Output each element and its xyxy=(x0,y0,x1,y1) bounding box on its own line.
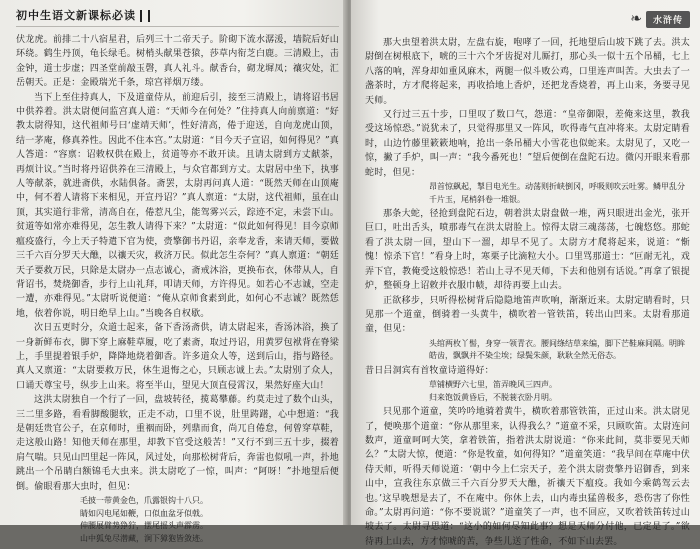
left-body-text xyxy=(16,33,339,545)
paragraph: 只见那个道童，笑吟吟地骑着黄牛，横吹着那管铁笛，正过山来。洪太尉见了，便唤那个道童：“你从那里来，认得我么？”道童不采，只顾吹笛。太尉连问数声，道童呵呵大笑，拿着铁笛，指着洪太尉说道：“你来此间，莫非要见天师么？”太尉大惊，便道：“你是牧童，如何得知？”道童笑道：“我早间在草庵中伏侍天师，听得天师说道：‘朝中今上仁宗天子，差个洪太尉赍擎丹诏御香，到来山中，宣我往东京做三千六百分罗天大醮，祈禳天下瘟疫。我如今乘鹤驾云去也。’这早晚想是去了，不在庵中。你休上去，山内毒虫猛兽极多，恐伤害了你性命。”太尉再问道：“你不要说谎？”道童笑了一声，也不回应，又吹着铁笛转过山坡去了。太尉寻思道：“这小的如何尽知此事？想是天师分付他，已定是了。”欲待再上山去，方才惊唬的苦，争些儿送了性命，不如下山去罢。 xyxy=(365,407,690,547)
poem-line: 昂首惊飙起，掣目电光生。动荡则折峡倒冈，呼吸则吹云吐雾。鳞甲乱分千片玉，尾梢斜卷一堆银。 xyxy=(429,182,685,204)
tiger-poem xyxy=(80,495,339,545)
running-head-text: 初中生语文新课标必读 xyxy=(16,9,136,22)
poem-line: 睛如闪电尾如鞭，口似血盆牙似戟。 xyxy=(80,508,208,518)
poem-line: 归来饱饭黄昏后，不脱蓑衣卧月明。 xyxy=(429,392,557,402)
left-page xyxy=(0,0,347,543)
poem-line: 毛披一带黄金色，爪露银钩十八只。 xyxy=(80,496,208,505)
herdboy-verse xyxy=(429,338,690,363)
herdboy-poem xyxy=(429,379,690,404)
poem-line: 伸腰展臂势狰狞，摆尾摇头声霹雳。 xyxy=(80,521,208,530)
paragraph: 昔日吕洞宾有首牧童诗道得好： xyxy=(365,365,494,376)
poem-line: 山中狐兔尽潜藏，涧下獐狍皆敛迹。 xyxy=(80,533,208,543)
book-title-badge: 水浒传 xyxy=(646,11,690,28)
chapter-badge-row xyxy=(365,6,690,32)
paragraph: 当下上至住持真人，下及道童侍从，前迎后引，接至三清殿上，请将诏书居中供养着。洪太尉便问监宫真人道：“天师今在何处？”住持真人向前禀道：“好教太尉得知，这代祖师号曰‘虚靖天师’，性好清高，倦于迎送，自向龙虎山顶，结一茅庵，修真养性。因此不住本宫。”太尉道：“目今天子宣诏，如何得见？”真人答道：“容禀：诏敕权供在殿上，贫道等亦不敢开读。且请太尉到方丈献茶，再烦计议。”当时将丹诏供养在三清殿上，与众官都到方丈。太尉居中坐下，执事人等献茶，就进斋供，水陆俱备。斋罢，太尉再问真人道：“既然天师在山顶庵中，何不着人请将下来相见，开宣丹诏？”真人禀道：“太尉，这代祖师，虽在山顶，其实道行非常，清高自在，倦惹凡尘，能驾雾兴云，踪迹不定，未尝下山。贫道等如常亦难得见，怎生教人请得下来？”太尉道：“似此如何得见！目今京师瘟疫盛行，今上天子特遣下官为使，赍擎御书丹诏，亲奉龙香，来请天师，要做三千六百分罗天大醮，以禳天灾，救济万民。似此怎生奈何？”真人禀道：“朝廷天子要救万民，只除是太尉办一点志诚心，斋戒沐浴，更换布衣，休带从人，自背诏书，焚烧御香，步行上山礼拜，叩请天师，方许得见。如若心不志诚，空走一遭，亦难得见。”太尉听说便道：“俺从京师食素到此，如何心不志诚？既然恁地，依着你说，明日绝早上山。”当晚各自权歇。 xyxy=(16,92,339,319)
poem-line: 草铺横野六七里，笛弄晚风三四声。 xyxy=(429,380,557,390)
paragraph: 次日五更时分，众道士起来，备下香汤斋供，请太尉起来，香汤沐浴，换了一身新鲜布衣，脚下穿上麻鞋草履，吃了素斋，取过丹诏，用黄罗包袱背在脊梁上，手里提着银手炉，降降地烧着御香。许多道众人等，送到后山，指与路径。真人又禀道：“太尉要救万民，休生退悔之心，只顾志诚上去。”太尉别了众人，口诵天尊宝号，纵步上山来。将至半山，望见大顶直侵霄汉，果然好座大山！ xyxy=(16,323,339,391)
snake-verse xyxy=(429,181,690,206)
paragraph: 这洪太尉独自一个行了一回，盘坡转径，揽葛攀藤。约莫走过了数个山头，三二里多路，看看脚酸腿软，正走不动，口里不说，肚里踌躇，心中想道：“我是朝廷贵官公子，在京师时，重裀而卧，列鼎而食，尚兀自倦怠，何曾穿草鞋，走这般山路！知他天师在那里，却教下官受这般苦！”又行不到三五十步，掇着肩气喘。只见山凹里起一阵风，风过处，向那松树背后，奔雷也似吼一声，扑地跳出一个吊睛白额锦毛大虫来。洪太尉吃了一惊，叫声：“阿呀！”扑地望后便倒。偷眼看那大虫时，但见： xyxy=(16,395,339,492)
paragraph: 那条大蛇，径抢到盘陀石边，朝着洪太尉盘做一堆，两只眼迸出金光，张开巨口，吐出舌头，喷那毒气在洪太尉脸上。惊得太尉三魂荡荡，七魄悠悠。那蛇看了洪太尉一回，望山下一溜，却早不见了。太尉方才爬将起来，说道：“惭愧！惊杀下官！”看身上时，寒栗子比滴粒大小。口里骂那道士：“叵耐无礼，戏弄下官，教俺受这般惊恐！若山上寻不见天师，下去和他别有话说。”再拿了银提炉，整顿身上诏敕并衣服巾帻，却待再要上山去。 xyxy=(365,209,690,292)
paragraph: 正欲移步，只听得松树背后隐隐地笛声吹响，渐渐近来。太尉定睛看时，只见那一个道童，倒骑着一头黄牛，横吹着一管铁笛，转出山凹来。太尉看那道童，但见： xyxy=(365,295,690,335)
leaf-icon: ❧ xyxy=(630,11,642,27)
running-head-bars-icon xyxy=(140,10,150,22)
poem-line: 头绾两枚丫髻，身穿一领青衣。腰间绦结草来编，脚下芒鞋麻间隔。明眸皓齿，飘飘并不染尘埃；绿鬓朱颜，耿耿全然无俗态。 xyxy=(429,338,685,361)
right-page xyxy=(351,0,700,547)
right-body-text xyxy=(365,36,690,549)
paragraph: 又行过三五十步，口里叹了数口气，怨道：“皇帝御限，差俺来这里，教我受这场惊恐。”说犹未了，只觉得那里又一阵风，吹得毒气直冲将来。太尉定睛看时，山边竹藤里簌簌地响，抢出一条吊桶大小雪花也似蛇来。太尉见了，又吃一惊，撇了手炉，叫一声：“我今番死也！”望后便倒在盘陀石边。微闪开眼来看那蛇时，但见： xyxy=(365,110,690,178)
paragraph: 那大虫望着洪太尉，左盘右旋，咆哮了一回，托地望后山坡下跳了去。洪太尉倒在树根底下，唬的三十六个牙齿捉对儿厮打，那心头一似十五个吊桶，七上八落的响，浑身却如重风麻木，两腿一似斗败公鸡，口里连声叫苦。大虫去了一盏茶时，方才爬将起来，再收拾地上香炉，还把龙香烧着，再上山来，务要寻见天师。 xyxy=(365,38,690,106)
paragraph: 伏龙虎。前排二十八宿星君，后列三十二帝天子。阶砌下流水潺湲，墙院后好山环绕。鹤生丹顶，龟长绿毛。树梢头献果苍猿，莎草内衔芝白鹿。三清殿上，击金钟，道士步虚；四圣堂前敲玉磬，真人礼斗。献香台，砌龙墀凤；禳灾处，汇岳朝天。正是：金殿瑞光千条，琼宫祥烟万缕。 xyxy=(16,35,339,89)
running-head xyxy=(16,6,339,27)
